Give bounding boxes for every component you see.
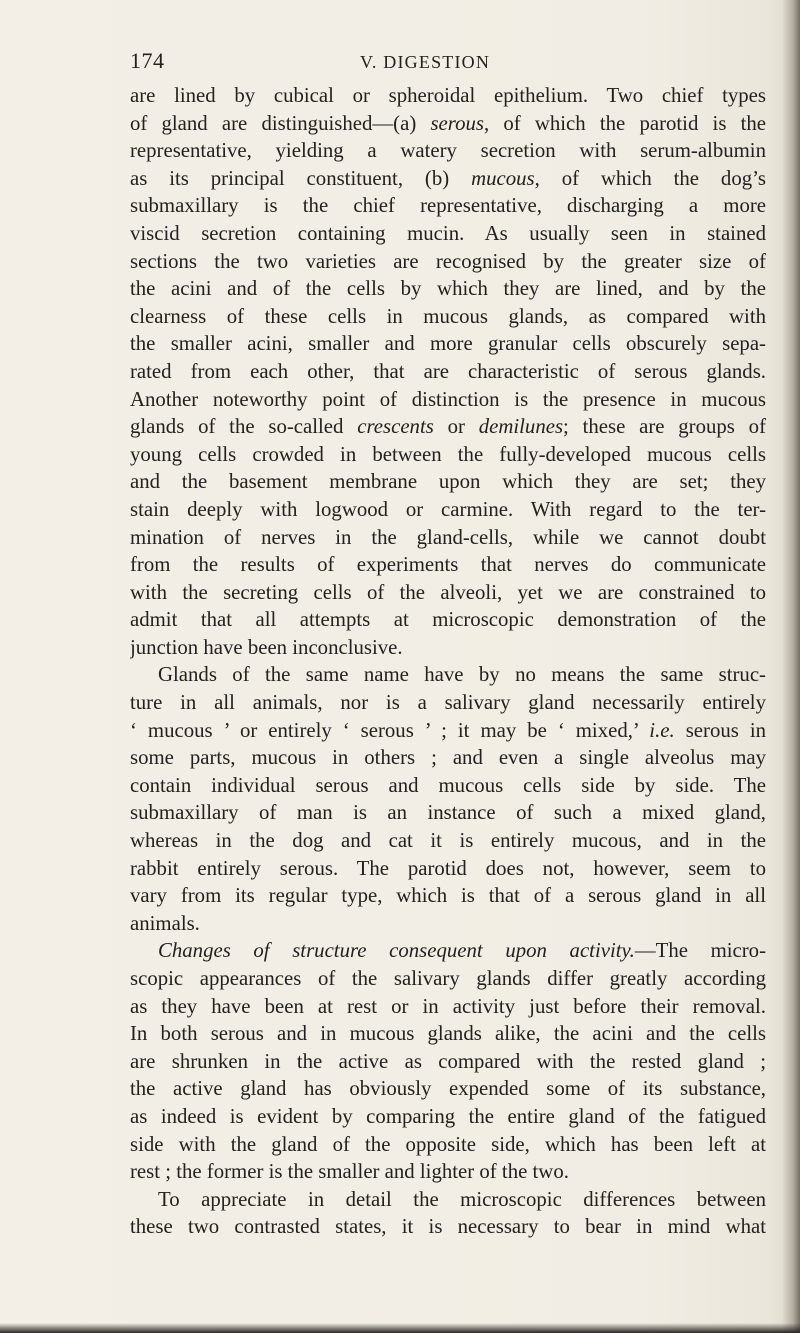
text-segment: serous in (674, 718, 766, 742)
text-segment: representative, yielding a watery secretion with serum-albumin (130, 139, 766, 163)
text-segment: are shrunken in the active as compared with the rested gland ; (130, 1049, 766, 1073)
text-line (130, 468, 766, 496)
text-segment: Another noteworthy point of distinction is the presence in mucous (130, 387, 766, 411)
text-line (130, 772, 766, 800)
italic-text: crescents (357, 415, 434, 439)
text-segment: of gland are distinguished—(a) (130, 111, 431, 135)
text-line (130, 1213, 766, 1241)
page-bottom-edge (0, 1323, 800, 1333)
text-segment: with the secreting cells of the alveoli, yet we are constrained to (130, 580, 766, 604)
text-segment: junction have been inconclusive. (130, 635, 403, 659)
text-segment: submaxillary of man is an instance of such a mixed gland, (130, 801, 766, 825)
text-line (130, 330, 766, 358)
text-segment: some parts, mucous in others ; and even a single alveolus may (130, 746, 766, 770)
text-segment: —The micro- (634, 939, 766, 963)
text-segment: glands of the so-called (130, 415, 358, 439)
text-line (130, 82, 766, 110)
text-segment: admit that all attempts at microscopic demonstration of the (130, 608, 766, 632)
text-line (130, 220, 766, 248)
text-segment: whereas in the dog and cat it is entirely mucous, and in the (130, 829, 766, 853)
text-segment: as they have been at rest or in activity just before their removal. (130, 994, 766, 1018)
text-segment: submaxillary is the chief representative, discharging a more (130, 194, 766, 218)
text-line (130, 137, 766, 165)
text-segment: as indeed is evident by comparing the entire gland of the fatigued (130, 1104, 766, 1128)
text-line (130, 1158, 766, 1186)
text-segment: scopic appearances of the salivary glands differ greatly according (130, 967, 766, 990)
italic-text: demilunes (478, 415, 564, 439)
text-segment: young cells crowded in between the fully-developed mucous cells (130, 442, 766, 466)
running-head: V. DIGESTION (360, 52, 491, 72)
text-segment: , of which the dog’s (534, 166, 766, 190)
text-line (130, 855, 766, 883)
text-segment: and the basement membrane upon which they are set; they (130, 470, 766, 494)
text-segment: stain deeply with logwood or carmine. With regard to the ter- (130, 497, 766, 521)
text-line (130, 192, 766, 220)
text-line (130, 386, 766, 414)
body-text (130, 82, 766, 1241)
text-line (130, 634, 766, 662)
text-line (130, 441, 766, 469)
text-line (130, 910, 766, 938)
italic-text: Changes of structure consequent upon activity. (158, 939, 635, 963)
italic-text: i.e. (649, 718, 675, 742)
text-line (130, 689, 766, 717)
text-line (130, 1020, 766, 1048)
text-segment: as its principal constituent, (b) (130, 166, 472, 190)
text-segment: or (433, 415, 479, 439)
text-line (130, 524, 766, 552)
text-line (130, 579, 766, 607)
text-segment: ; these are groups of (563, 415, 766, 439)
italic-text: serous (430, 111, 484, 135)
text-line (130, 882, 766, 910)
text-segment: animals. (130, 911, 200, 935)
text-line (130, 165, 766, 193)
text-segment: ‘ mucous ’ or entirely ‘ serous ’ ; it may be ‘ mixed,’ (130, 718, 650, 742)
text-segment: from the results of experiments that nerves do communicate (130, 553, 766, 577)
text-line (130, 606, 766, 634)
text-segment: are lined by cubical or spheroidal epithelium. Two chief types (130, 84, 766, 107)
text-segment: Glands of the same name have by no means the same struc- (158, 663, 766, 687)
text-line (130, 1048, 766, 1076)
text-segment: rated from each other, that are characteristic of serous glands. (130, 359, 766, 383)
page-number: 174 (130, 48, 165, 73)
text-line (130, 110, 766, 138)
text-segment: viscid secretion containing mucin. As usually seen in stained (130, 221, 766, 245)
text-line (130, 717, 766, 745)
text-line (130, 551, 766, 579)
text-line (130, 799, 766, 827)
text-segment: mination of nerves in the gland-cells, while we cannot doubt (130, 525, 766, 549)
text-segment: clearness of these cells in mucous glands, as compared with (130, 304, 766, 328)
text-segment: these two contrasted states, it is necessary to bear in mind what (130, 1215, 766, 1239)
text-line (130, 827, 766, 855)
text-segment: To appreciate in detail the microscopic differences between (158, 1187, 766, 1211)
text-line (130, 275, 766, 303)
italic-text: mucous (471, 166, 535, 190)
text-line (130, 1075, 766, 1103)
text-line (130, 1103, 766, 1131)
text-line (130, 965, 766, 993)
text-segment: side with the gland of the opposite side, which has been left at (130, 1132, 766, 1156)
page-header (130, 48, 770, 78)
text-line (130, 744, 766, 772)
text-line (130, 358, 766, 386)
text-segment: the acini and of the cells by which they are lined, and by the (130, 277, 766, 301)
page-edge-shadow (782, 0, 800, 1333)
text-segment: contain individual serous and mucous cells side by side. The (130, 773, 766, 797)
text-segment: the active gland has obviously expended some of its substance, (130, 1077, 766, 1101)
text-segment: , of which the parotid is the (483, 111, 766, 135)
text-segment: sections the two varieties are recognised by the greater size of (130, 249, 766, 273)
text-segment: ture in all animals, nor is a salivary gland necessarily entirely (130, 691, 766, 715)
text-line (130, 937, 766, 965)
text-line (130, 413, 766, 441)
text-segment: vary from its regular type, which is that of a serous gland in all (130, 884, 766, 908)
text-segment: rabbit entirely serous. The parotid does not, however, seem to (130, 856, 766, 880)
text-segment: In both serous and in mucous glands alike, the acini and the cells (130, 1022, 766, 1046)
text-line (130, 993, 766, 1021)
text-line (130, 248, 766, 276)
text-line (130, 303, 766, 331)
text-segment: the smaller acini, smaller and more granular cells obscurely sepa- (130, 332, 766, 356)
text-line (130, 661, 766, 689)
text-segment: rest ; the former is the smaller and lighter of the two. (130, 1160, 569, 1184)
text-line (130, 496, 766, 524)
text-line (130, 1186, 766, 1214)
text-line (130, 1131, 766, 1159)
